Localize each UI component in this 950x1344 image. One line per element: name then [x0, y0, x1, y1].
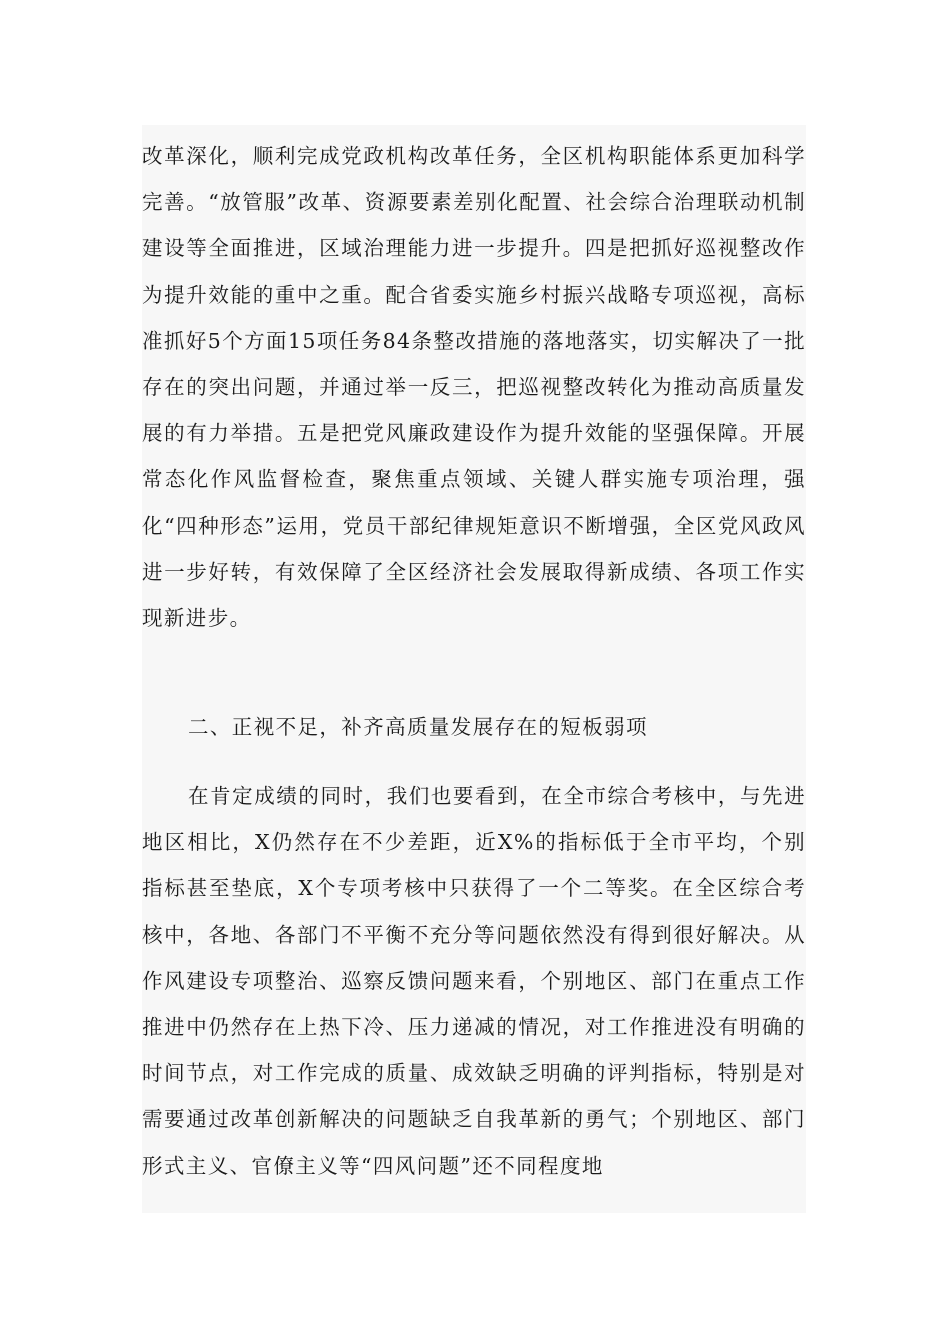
document-page [142, 125, 806, 1213]
section-heading: 二、正视不足，补齐高质量发展存在的短板弱项 [188, 715, 648, 739]
body-paragraph: 改革深化，顺利完成党政机构改革任务，全区机构职能体系更加科学完善。“放管服”改革、资源要素差别化配置、社会综合治理联动机制建设等全面推进，区域治理能力进一步提升。四是把抓好巡视整改作为提升效能的重中之重。配合省委实施乡村振兴战略专项巡视，高标准抓好5个方面15项任务84条整改措施的落地落实，切实解决了一批存在的突出问题，并通过举一反三，把巡视整改转化为推动高质量发展的有力举措。五是把党风廉政建设作为提升效能的坚强保障。开展常态化作风监督检查，聚焦重点领域、关键人群实施专项治理，强化“四种形态”运用，党员干部纪律规矩意识不断增强，全区党风政风进一步好转，有效保障了全区经济社会发展取得新成绩、各项工作实现新进步。 [142, 144, 806, 631]
body-paragraph: 在肯定成绩的同时，我们也要看到，在全市综合考核中，与先进地区相比，X仍然存在不少差距，近X%的指标低于全市平均，个别指标甚至垫底，X个专项考核中只获得了一个二等奖。在全区综合考核中，各地、各部门不平衡不充分等问题依然没有得到很好解决。从作风建设专项整治、巡察反馈问题来看，个别地区、部门在重点工作推进中仍然存在上热下冷、压力递减的情况，对工作推进没有明确的时间节点，对工作完成的质量、成效缺乏明确的评判指标，特别是对需要通过改革创新解决的问题缺乏自我革新的勇气；个别地区、部门形式主义、官僚主义等“四风问题”还不同程度地 [142, 784, 806, 1178]
